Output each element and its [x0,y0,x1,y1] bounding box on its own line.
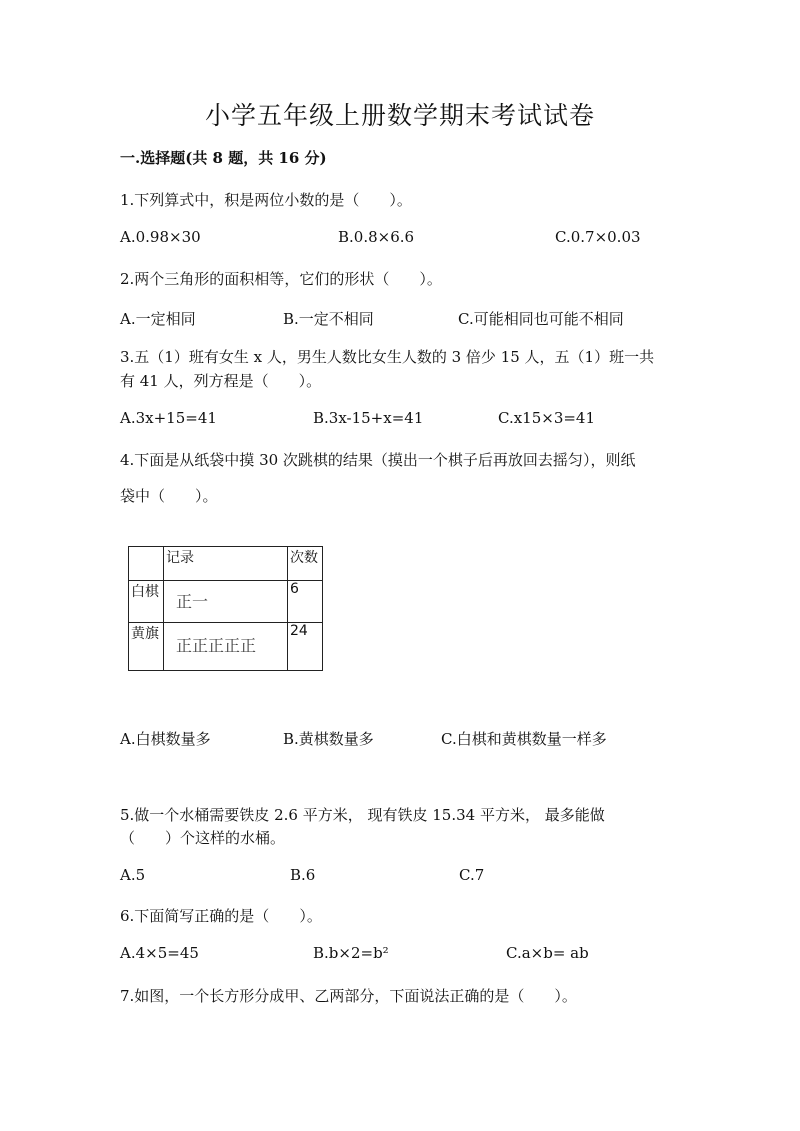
question-3-line-1: 3.五（1）班有女生 x 人，男生人数比女生人数的 3 倍少 15 人，五（1）班一共 [120,348,655,366]
tally-white [164,581,288,623]
row-label-yellow: 黄旗 [129,623,164,671]
tally-yellow [164,623,288,671]
tally-marks: 正正正正正 [176,636,257,655]
page-title: 小学五年级上册数学期末考试试卷 [204,101,595,130]
table-header-corner [129,547,164,581]
question-3-line-2: 有 41 人，列方程是（ ）。 [120,372,322,390]
q4-option-b: B.黄棋数量多 [283,730,374,748]
q5-option-a: A.5 [120,866,146,884]
q5-option-c: C.7 [459,866,485,884]
table-header-record: 记录 [164,547,288,581]
count-yellow: 24 [288,623,323,671]
q2-option-c: C.可能相同也可能不相同 [458,310,624,328]
q6-option-c: C.a×b= ab [506,944,589,962]
question-5-line-1: 5.做一个水桶需要铁皮 2.6 平方米， 现有铁皮 15.34 平方米， 最多能做 [120,806,605,824]
table-header-row [129,547,323,581]
question-2: 2.两个三角形的面积相等，它们的形状（ ）。 [120,270,442,288]
q3-option-c: C.x15×3=41 [498,409,596,427]
q3-option-b: B.3x-15+x=41 [313,409,424,427]
section-heading: 一.选择题(共 8 题，共 16 分) [120,149,327,167]
tally-marks: 正一 [176,592,209,611]
question-4-line-2: 袋中（ ）。 [120,487,218,505]
q2-option-a: A.一定相同 [120,310,196,328]
q4-option-c: C.白棋和黄棋数量一样多 [441,730,607,748]
table-row [129,623,323,671]
q6-option-a: A.4×5=45 [120,944,199,962]
question-7: 7.如图，一个长方形分成甲、乙两部分，下面说法正确的是（ ）。 [120,987,577,1005]
q4-option-a: A.白棋数量多 [120,730,211,748]
q1-option-b: B.0.8×6.6 [338,228,415,246]
q2-option-b: B.一定不相同 [283,310,374,328]
row-label-white: 白棋 [129,581,164,623]
q5-option-b: B.6 [290,866,316,884]
q1-option-a: A.0.98×30 [120,228,201,246]
tally-table [128,546,323,671]
table-header-count: 次数 [288,547,323,581]
count-white: 6 [288,581,323,623]
table-row [129,581,323,623]
q3-option-a: A.3x+15=41 [120,409,217,427]
question-6: 6.下面简写正确的是（ ）。 [120,907,322,925]
q1-option-c: C.0.7×0.03 [555,228,641,246]
question-1: 1.下列算式中，积是两位小数的是（ ）。 [120,191,412,209]
question-4-line-1: 4.下面是从纸袋中摸 30 次跳棋的结果（摸出一个棋子后再放回去摇匀），则纸 [120,451,636,469]
q6-option-b: B.b×2=b² [313,944,389,962]
question-5-line-2: （ ）个这样的水桶。 [120,829,286,847]
